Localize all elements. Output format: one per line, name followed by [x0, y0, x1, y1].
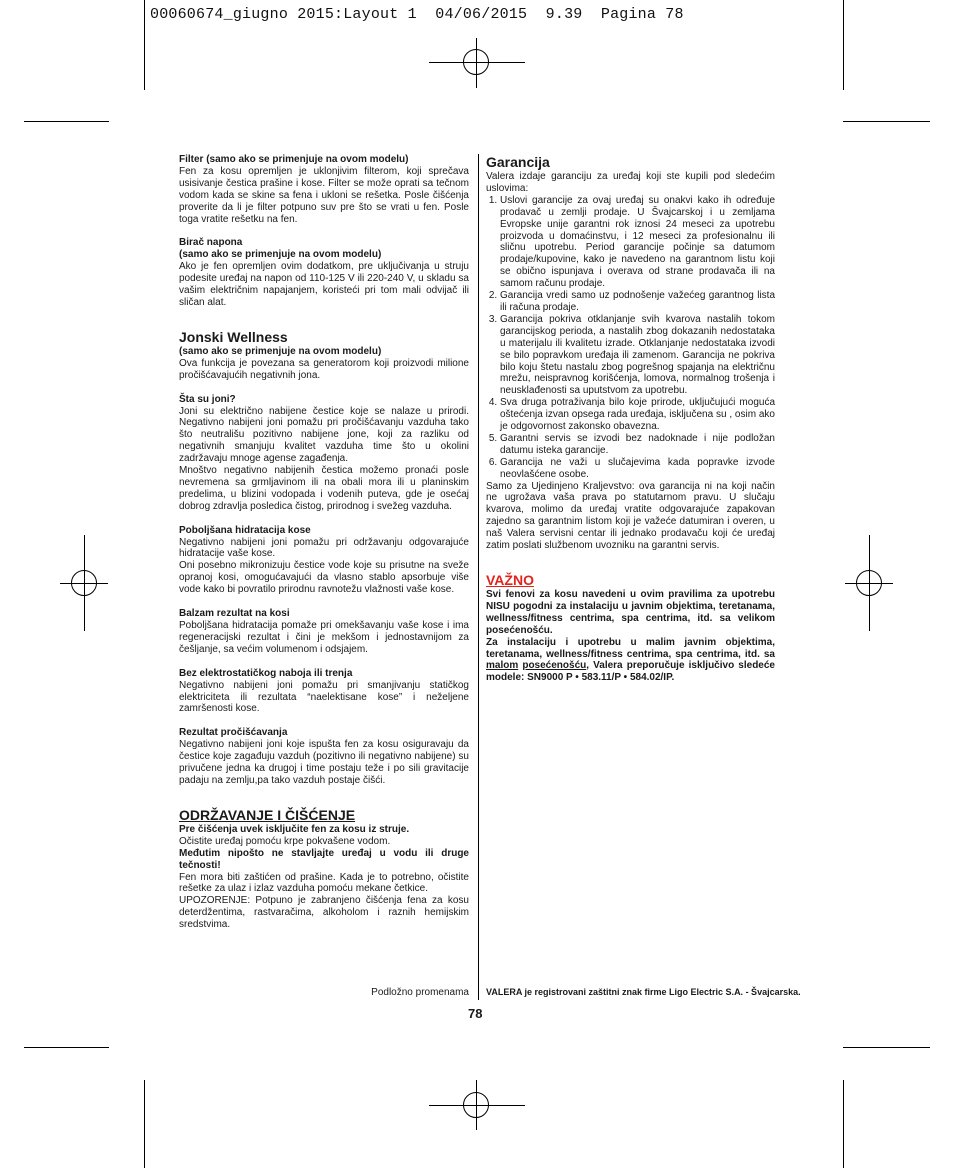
registration-mark [463, 1092, 489, 1118]
maintenance-text: Fen mora biti zaštićen od prašine. Kada je to potrebno, očistite rešetke za ulaz i izlaz vazduha pomoću mekane četkice. [179, 871, 469, 895]
right-column [486, 154, 775, 684]
list-item: 3. Garancija pokriva otklanjanje svih kvarova nastalih tokom garancijskog perioda, a nastalih zbog dokazanih nedostataka u materijalu ili kvalitetu izrade. Otklanjanje nedostataka izvodi se bilo popravkom uređaja ili zamenom. Garancija ne pokriva bilo koju štetu nastalu zbog pogrešnog spajanja na električnu mrežu, neispravnog korišćenja, lomova, normalnog trošenja i neusklađenosti sa uputstvom za upotrebu. [500, 314, 775, 397]
list-item: 2. Garancija vredi samo uz podnošenje važećeg garantnog lista ili računa prodaje. [500, 290, 775, 314]
list-item: 1. Uslovi garancije za ovaj uređaj su onakvi kako ih određuje prodavač u zemlji prodaje. U Švajcarskoj i u zemljama Evropske unije garantni rok iznosi 24 meseci za upotrebu proizvoda u domaćinstvu, i 12 meseci za profesionalnu ili sličnu upotrebu. Period garancije počinje sa datumom prodaje/kupovine, kako je navedeno na garantnom listu koji se obično ispunjava i overava od strane prodavača ili na samom računu prodaje. [500, 195, 775, 290]
important-text-2 [486, 637, 775, 685]
important-text-part: , Valera preporučuje isključivo sledeće modele: SN9000 P • 583.11/P • 584.02/IP. [486, 660, 775, 684]
purify-heading: Rezultat pročišćavanja [179, 727, 288, 739]
underlined-word: posećenošću [522, 660, 587, 672]
warranty-heading: Garancija [486, 154, 550, 170]
ion-heading: Jonski Wellness [179, 328, 288, 345]
hydration-heading: Poboljšana hidratacija kose [179, 524, 311, 536]
ions-heading: Šta su joni? [179, 393, 236, 405]
important-heading: VAŽNO [486, 572, 534, 588]
registration-mark [856, 570, 882, 596]
registration-mark [71, 570, 97, 596]
footnote: Podložno promenama [371, 987, 469, 998]
uk-text: Samo za Ujedinjeno Kraljevstvo: ova garancija ni na koji način ne ugrožava vaša prava po statutarnom pravu. U slučaju kvarova, molimo da uređaj vratite odgovarajuće zapakovan zajedno sa garantnim listom koji je važeće datumiran i overen, u naš Valera servisni centar ili jednako prodavaču koji će uređaj zatim poslati službenom uvozniku na garantni servis. [486, 480, 775, 552]
maintenance-text: Očistite uređaj pomoću krpe pokvašene vodom. [179, 835, 391, 847]
voltage-text: Ako je fen opremljen ovim dodatkom, pre uključivanja u struju podesite uređaj na napon od 110-125 V ili 220-240 V, u skladu sa vašim električnim napajanjem, koristeći pri tom mali odvijač ili sličan alat. [179, 261, 469, 308]
ion-subheading: (samo ako se primenjuje na ovom modelu) [179, 345, 382, 357]
list-item: 4. Sva druga potraživanja bilo koje prirode, uključujući moguća oštećenja izvan opsega rada uređaja, isključena su , osim ako je odgovornost zakonsko obavezna. [500, 397, 775, 433]
column-divider [478, 154, 479, 1000]
ion-text: Ova funkcija je povezana sa generatorom koji proizvodi milione pročišćavajućih negativnih jona. [179, 357, 469, 381]
hydration-text: Oni posebno mikronizuju čestice vode koje su prisutne na sveže opranoj kosi, omogućavajući da vlasno stablo apsorbuje više vode kako bi povratilo prirodnu ravnotežu vlažnosti vaše kose. [179, 560, 469, 596]
voltage-heading: Birač napona [179, 237, 243, 249]
voltage-subheading: (samo ako se primenjuje na ovom modelu) [179, 249, 382, 261]
maintenance-warning: Međutim nipošto ne stavljajte uređaj u vodu ili druge tečnosti! [179, 847, 469, 871]
maintenance-heading: ODRŽAVANJE I ČIŠĆENJE [179, 806, 356, 823]
trademark-note: VALERA je registrovani zaštitni znak firme Ligo Electric S.A. - Švajcarska. [486, 987, 801, 997]
list-item: 5. Garantni servis se izvodi bez nadoknade i nije podložan datumu isteka garancije. [500, 433, 775, 457]
static-heading: Bez elektrostatičkog naboja ili trenja [179, 667, 353, 679]
static-text: Negativno nabijeni joni pomažu pri smanjivanju statičkog elektriciteta ili rezultata “naelektisane kose” i neželjene zamršenosti kose. [179, 679, 469, 715]
maintenance-warning: Pre čišćenja uvek isključite fen za kosu iz struje. [179, 823, 410, 835]
list-item: 6. Garancija ne važi u slučajevima kada popravke izvode neovlašćene osobe. [500, 457, 775, 481]
balm-heading: Balzam rezultat na kosi [179, 608, 290, 620]
filter-heading: Filter (samo ako se primenjuje na ovom modelu) [179, 154, 409, 165]
underlined-word: malom [486, 660, 519, 672]
maintenance-text: UPOZORENJE: Potpuno je zabranjeno čišćenja fena za kosu deterdžentima, rastvaračima, alkoholom i raznih hemijskim sredstvima. [179, 895, 469, 931]
important-text: Svi fenovi za kosu navedeni u ovim pravilima za upotrebu NISU pogodni za instalaciju u javnim objektima, teretanama, wellness/fitness centrima, spa centrima, itd. sa velikom posećenošću. [486, 589, 775, 636]
left-column [179, 154, 469, 931]
hydration-text: Negativno nabijeni joni pomažu pri održavanju odgovarajuće hidratacije vaše kose. [179, 536, 469, 560]
ions-text: Joni su električno nabijene čestice koje se nalaze u prirodi. Negativno nabijeni joni pomažu pri pročišćavanju vazduha tako što neutrališu pozitivno nabijene jone, koji za razliku od negativnih smanjuju kvalitet vazduha time što u okolini zadržavaju mnoge agense zagađenja. [179, 405, 469, 465]
ions-text: Mnoštvo negativno nabijenih čestica možemo pronaći posle nevremena sa grmljavinom ili na obali mora ili u planinskim predelima, u blizini vodopada i vodenih puteva, gde je osećaj dobrog zdravlja posledica čistog, prirodnog i svežeg vazduha. [179, 465, 469, 512]
registration-mark [463, 49, 489, 75]
filter-text: Fen za kosu opremljen je uklonjivim filterom, koji sprečava usisivanje čestica prašine i kose. Filter se može oprati sa tečnom vodom kada se skine sa fena i ukloni se rešetka. Posle čišćenja proverite da li je filter potpuno suv pre što se vrati u fen. Posle toga vratite rešetku na fen. [179, 165, 469, 225]
balm-text: Poboljšana hidratacija pomaže pri omekšavanju vaše kose i ima regeneracijski rezultat i čini je mekšom i jednostavnijom za češljanje, sa većim volumenom i odsjajem. [179, 620, 469, 655]
page-number: 78 [468, 1006, 483, 1021]
warranty-intro: Valera izdaje garanciju za uređaj koji ste kupili pod sledećim uslovima: [486, 171, 775, 194]
warranty-list [486, 195, 775, 481]
important-text-part: Za instalaciju i upotrebu u malim javnim objektima, teretanama, wellness/fitness centrima, spa centrima, itd. sa [486, 636, 775, 660]
print-slug: 00060674_giugno 2015:Layout 1 04/06/2015 9.39 Pagina 78 [150, 6, 684, 23]
purify-text: Negativno nabijeni joni koje ispušta fen za kosu osiguravaju da čestice koje zagađuju vazduh (pozitivno ili negativno nabijene) su privučene jedna ka drugoj i time postaju teže i po sili gravitacije padaju na zemlju,pa tako vazduh postaje čišći. [179, 739, 469, 786]
